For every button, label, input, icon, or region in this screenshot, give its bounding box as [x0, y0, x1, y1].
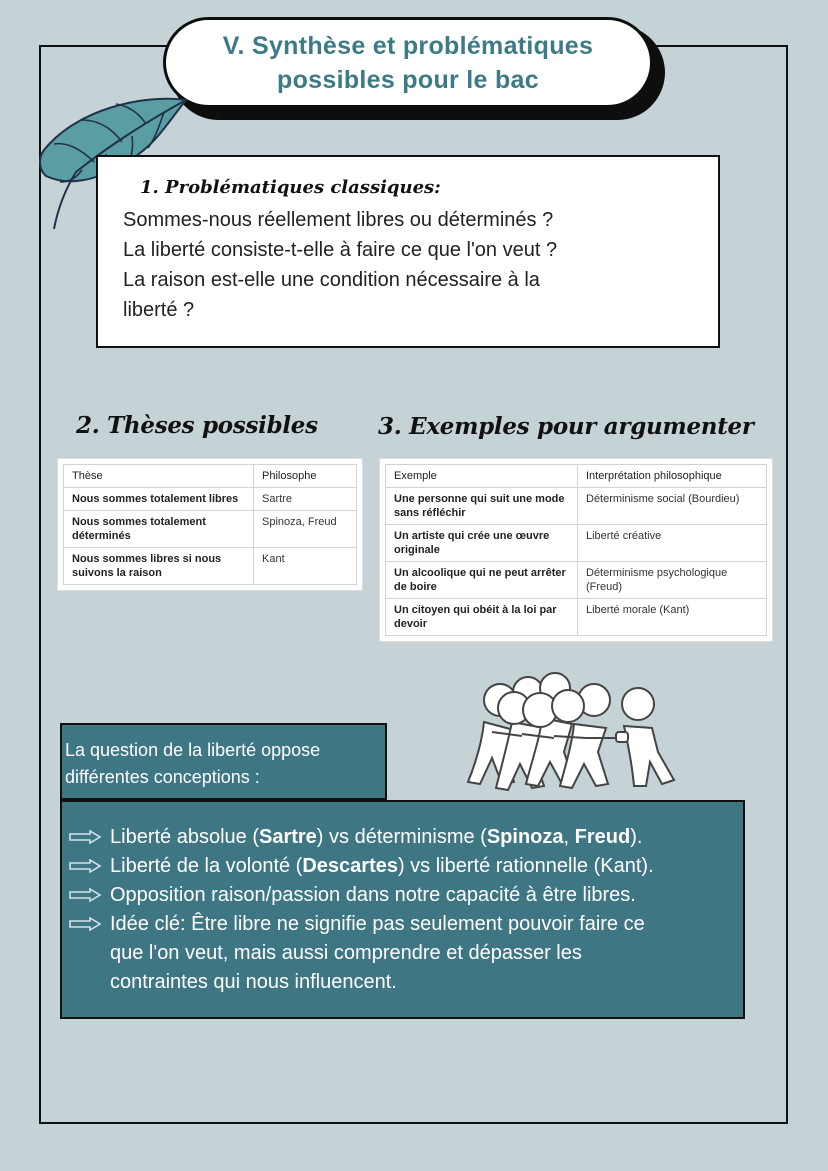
table-cell: Une personne qui suit une mode sans réfléchir — [386, 488, 578, 525]
conceptions-box — [60, 800, 745, 1019]
title-line-2: possibles pour le bac — [277, 65, 539, 94]
table-cell: Liberté morale (Kant) — [578, 599, 767, 636]
table-row — [386, 525, 767, 562]
table-cell: Spinoza, Freud — [254, 511, 357, 548]
problematiques-box — [96, 155, 720, 348]
table-header: Exemple — [386, 465, 578, 488]
table-cell: Nous sommes libres si nous suivons la raison — [64, 548, 254, 585]
table-cell: Liberté créative — [578, 525, 767, 562]
table-row — [386, 562, 767, 599]
exemples-table-card — [380, 459, 772, 641]
table-cell: Déterminisme social (Bourdieu) — [578, 488, 767, 525]
table-header: Interprétation philosophique — [578, 465, 767, 488]
bullet-text: Idée clé: Être libre ne signifie pas seulement pouvoir faire ce que l'on veut, mais aussi comprendre et dépasser les contraintes qui nous influencent. — [110, 913, 645, 993]
arrow-right-icon — [68, 917, 102, 931]
table-row — [386, 488, 767, 525]
theses-heading: 2. Thèses possibles — [76, 412, 318, 439]
page-title — [163, 17, 653, 108]
exemples-heading: 3. Exemples pour argumenter — [378, 413, 754, 440]
arrow-right-icon — [68, 859, 102, 873]
table-row — [64, 511, 357, 548]
table-cell: Un alcoolique qui ne peut arrêter de boire — [386, 562, 578, 599]
table-cell: Sartre — [254, 488, 357, 511]
table-header: Philosophe — [254, 465, 357, 488]
bullet-text: Liberté de la volonté (Descartes) vs liberté rationnelle (Kant). — [110, 855, 654, 877]
title-line-1: V. Synthèse et problématiques — [222, 31, 594, 60]
table-cell: Un citoyen qui obéit à la loi par devoir — [386, 599, 578, 636]
problematiques-heading: 1. Problématiques classiques: — [140, 177, 441, 198]
table-header-row — [64, 465, 357, 488]
theses-table-card — [58, 459, 362, 590]
bullet-text: Opposition raison/passion dans notre capacité à être libres. — [110, 884, 636, 906]
table-cell: Nous sommes totalement déterminés — [64, 511, 254, 548]
table-cell: Déterminisme psychologique (Freud) — [578, 562, 767, 599]
table-header: Thèse — [64, 465, 254, 488]
table-cell: Kant — [254, 548, 357, 585]
table-row — [64, 488, 357, 511]
table-header-row — [386, 465, 767, 488]
problematiques-list — [123, 205, 713, 325]
problematique-line: La raison est-elle une condition nécessaire à la — [123, 269, 540, 291]
problematique-line: Sommes-nous réellement libres ou déterminés ? — [123, 209, 554, 231]
problematique-line: liberté ? — [123, 299, 195, 321]
theses-table — [63, 464, 357, 585]
question-line-2: différentes conceptions : — [65, 767, 260, 787]
people-pulling-illustration — [462, 672, 684, 798]
question-box — [60, 723, 387, 800]
bullet-text: Liberté absolue (Sartre) vs déterminisme (Spinoza, Freud). — [110, 826, 643, 848]
problematique-line: La liberté consiste-t-elle à faire ce que l'on veut ? — [123, 239, 558, 261]
table-row — [386, 599, 767, 636]
question-line-1: La question de la liberté oppose — [65, 740, 321, 760]
table-row — [64, 548, 357, 585]
exemples-table — [385, 464, 767, 636]
arrow-right-icon — [68, 888, 102, 902]
table-cell: Nous sommes totalement libres — [64, 488, 254, 511]
table-cell: Un artiste qui crée une œuvre originale — [386, 525, 578, 562]
question-text — [65, 737, 320, 791]
arrow-right-icon — [68, 830, 102, 844]
